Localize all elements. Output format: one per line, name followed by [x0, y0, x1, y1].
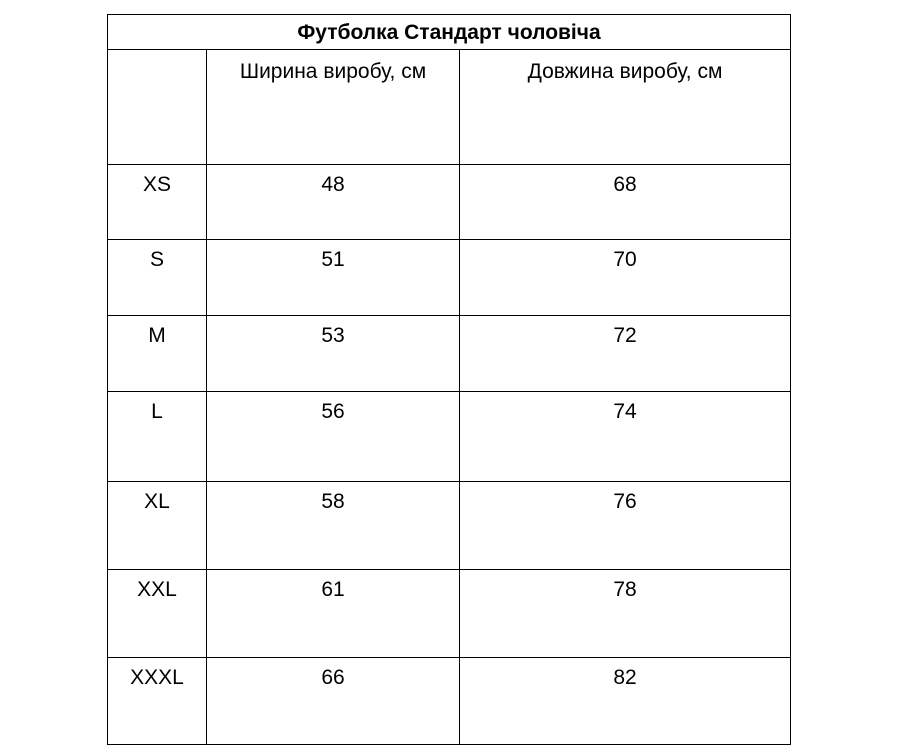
- width-value: 56: [207, 392, 460, 482]
- header-width-column: Ширина виробу, см: [207, 50, 460, 165]
- table-row: [108, 570, 791, 658]
- length-value: 76: [460, 482, 791, 570]
- length-value: 82: [460, 658, 791, 745]
- size-label: L: [108, 392, 207, 482]
- width-value: 48: [207, 165, 460, 240]
- table-row: [108, 392, 791, 482]
- size-label: S: [108, 240, 207, 316]
- size-chart-table: [107, 14, 791, 745]
- width-value: 66: [207, 658, 460, 745]
- size-label: XXXL: [108, 658, 207, 745]
- size-label: XS: [108, 165, 207, 240]
- width-value: 53: [207, 316, 460, 392]
- width-value: 61: [207, 570, 460, 658]
- header-length-column: Довжина виробу, см: [460, 50, 791, 165]
- length-value: 70: [460, 240, 791, 316]
- width-value: 51: [207, 240, 460, 316]
- header-size-column: [108, 50, 207, 165]
- width-value: 58: [207, 482, 460, 570]
- table-row: [108, 240, 791, 316]
- table-row: [108, 482, 791, 570]
- length-value: 74: [460, 392, 791, 482]
- table-row: [108, 165, 791, 240]
- table-row: [108, 316, 791, 392]
- table-title-row: [108, 15, 791, 50]
- length-value: 72: [460, 316, 791, 392]
- size-label: XXL: [108, 570, 207, 658]
- table-title: Футболка Стандарт чоловіча: [108, 15, 791, 50]
- length-value: 68: [460, 165, 791, 240]
- table-row: [108, 658, 791, 745]
- size-label: M: [108, 316, 207, 392]
- table-header-row: [108, 50, 791, 165]
- length-value: 78: [460, 570, 791, 658]
- size-label: XL: [108, 482, 207, 570]
